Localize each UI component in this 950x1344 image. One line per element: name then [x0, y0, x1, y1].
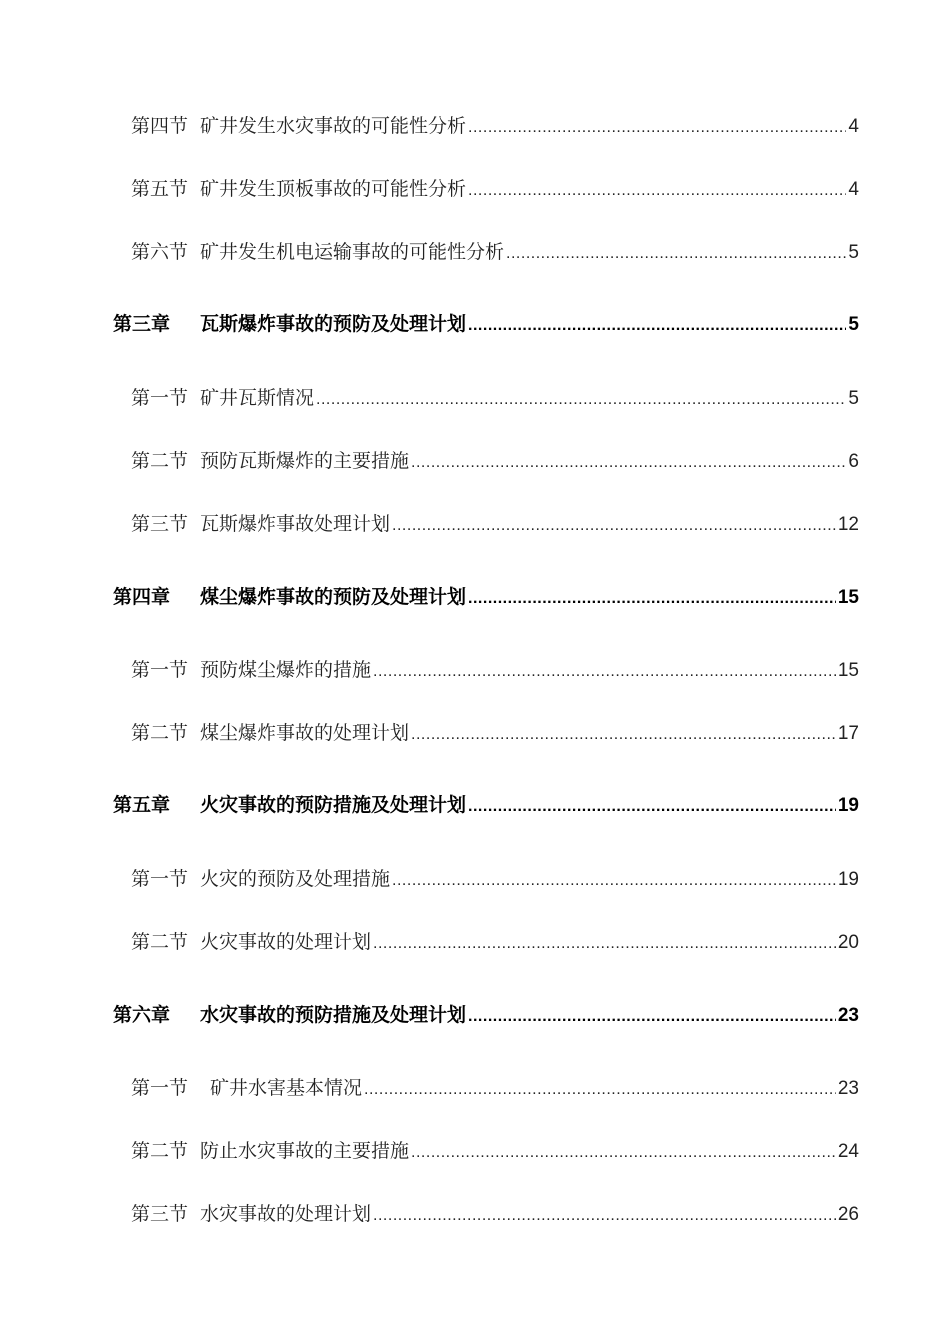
toc-dot-leader — [392, 867, 836, 895]
toc-dot-leader — [411, 1139, 836, 1167]
toc-entry-title — [131, 447, 409, 475]
toc-dot-leader — [411, 721, 836, 749]
toc-entry-number: 第一节 — [131, 1077, 189, 1099]
toc-entry[interactable] — [131, 656, 859, 684]
toc-dot-leader — [316, 386, 846, 414]
toc-entry-title — [131, 510, 390, 538]
toc-entry-title — [113, 310, 466, 338]
toc-entry-title — [131, 1074, 362, 1102]
toc-entry-title — [131, 238, 504, 266]
toc-page-number: 26 — [837, 1204, 859, 1225]
toc-entry-number: 第五章 — [113, 794, 171, 816]
toc-entry-text: 矿井发生机电运输事故的可能性分析 — [200, 241, 505, 263]
toc-entry[interactable] — [131, 384, 859, 412]
toc-entry-text: 火灾事故的预防措施及处理计划 — [200, 794, 467, 816]
toc-page-number: 17 — [837, 723, 859, 744]
toc-chapter-entry[interactable] — [113, 791, 859, 819]
toc-entry-title — [131, 719, 409, 747]
toc-chapter-entry[interactable] — [113, 583, 859, 611]
toc-dot-leader — [411, 449, 846, 477]
toc-entry[interactable] — [131, 1200, 859, 1228]
toc-entry-number: 第二节 — [131, 722, 189, 744]
toc-entry[interactable] — [131, 238, 859, 266]
toc-entry-title — [131, 865, 390, 893]
toc-dot-leader — [506, 240, 846, 268]
toc-dot-leader — [468, 793, 836, 821]
toc-entry-text: 火灾的预防及处理措施 — [200, 868, 391, 890]
toc-dot-leader — [468, 114, 846, 142]
toc-entry[interactable] — [131, 112, 859, 140]
toc-entry-title — [131, 1137, 409, 1165]
toc-chapter-entry[interactable] — [113, 1001, 859, 1029]
toc-entry[interactable] — [131, 447, 859, 475]
toc-dot-leader — [373, 658, 836, 686]
toc-entry-number: 第四节 — [131, 115, 189, 137]
toc-entry-title — [113, 791, 466, 819]
toc-page-number: 4 — [848, 179, 859, 200]
toc-entry-title — [131, 656, 371, 684]
toc-entry[interactable] — [131, 1074, 859, 1102]
toc-entry-text: 瓦斯爆炸事故的预防及处理计划 — [200, 313, 467, 335]
toc-page-number: 19 — [837, 795, 859, 816]
toc-entry[interactable] — [131, 175, 859, 203]
toc-page-number: 20 — [837, 932, 859, 953]
toc-entry-text: 水灾事故的预防措施及处理计划 — [200, 1004, 467, 1026]
toc-entry-text: 水灾事故的处理计划 — [200, 1203, 372, 1225]
toc-entry-text: 矿井发生水灾事故的可能性分析 — [200, 115, 467, 137]
toc-page-number: 6 — [848, 451, 859, 472]
toc-entry-title — [131, 175, 466, 203]
toc-entry-title — [131, 384, 314, 412]
toc-entry-title — [113, 583, 466, 611]
toc-page-number: 19 — [837, 869, 859, 890]
toc-page-number: 5 — [848, 242, 859, 263]
toc-entry-text: 煤尘爆炸事故的处理计划 — [200, 722, 410, 744]
toc-entry-number: 第四章 — [113, 586, 171, 608]
toc-page-number: 24 — [837, 1141, 859, 1162]
toc-dot-leader — [392, 512, 836, 540]
toc-entry-number: 第三章 — [113, 313, 171, 335]
toc-entry-number: 第三节 — [131, 1203, 189, 1225]
toc-entry-number: 第六章 — [113, 1004, 171, 1026]
toc-entry-text: 预防煤尘爆炸的措施 — [200, 659, 372, 681]
toc-page-number: 23 — [837, 1005, 859, 1026]
toc-page-number: 5 — [848, 388, 859, 409]
toc-entry-text: 矿井瓦斯情况 — [200, 387, 315, 409]
toc-entry-number: 第五节 — [131, 178, 189, 200]
toc-page-number: 23 — [837, 1078, 859, 1099]
toc-entry-text: 矿井发生顶板事故的可能性分析 — [200, 178, 467, 200]
toc-page-number: 5 — [848, 314, 859, 335]
toc-entry[interactable] — [131, 1137, 859, 1165]
toc-dot-leader — [468, 312, 846, 340]
toc-page-number: 15 — [837, 587, 859, 608]
toc-entry-number: 第六节 — [131, 241, 189, 263]
toc-page-number: 12 — [837, 514, 859, 535]
toc-entry-title — [131, 928, 371, 956]
toc-entry-text: 预防瓦斯爆炸的主要措施 — [200, 450, 410, 472]
toc-entry-number: 第一节 — [131, 659, 189, 681]
toc-page-number: 4 — [848, 116, 859, 137]
toc-entry-text: 煤尘爆炸事故的预防及处理计划 — [200, 586, 467, 608]
toc-entry-title — [131, 1200, 371, 1228]
toc-entry[interactable] — [131, 510, 859, 538]
toc-entry-number: 第三节 — [131, 513, 189, 535]
toc-chapter-entry[interactable] — [113, 310, 859, 338]
toc-dot-leader — [364, 1076, 836, 1104]
toc-entry-number: 第二节 — [131, 931, 189, 953]
toc-entry-text: 火灾事故的处理计划 — [200, 931, 372, 953]
toc-entry-text: 矿井水害基本情况 — [210, 1077, 363, 1099]
toc-entry-number: 第一节 — [131, 868, 189, 890]
toc-entry[interactable] — [131, 865, 859, 893]
toc-entry[interactable] — [131, 928, 859, 956]
toc-entry-title — [113, 1001, 466, 1029]
toc-dot-leader — [468, 1003, 836, 1031]
toc-entry-number: 第一节 — [131, 387, 189, 409]
toc-dot-leader — [468, 585, 836, 613]
toc-entry-title — [131, 112, 466, 140]
toc-page-number: 15 — [837, 660, 859, 681]
toc-dot-leader — [373, 930, 836, 958]
toc-entry[interactable] — [131, 719, 859, 747]
toc-entry-text: 防止水灾事故的主要措施 — [200, 1140, 410, 1162]
toc-dot-leader — [373, 1202, 836, 1230]
toc-entry-number: 第二节 — [131, 1140, 189, 1162]
toc-entry-number: 第二节 — [131, 450, 189, 472]
toc-entry-text: 瓦斯爆炸事故处理计划 — [200, 513, 391, 535]
toc-dot-leader — [468, 177, 846, 205]
